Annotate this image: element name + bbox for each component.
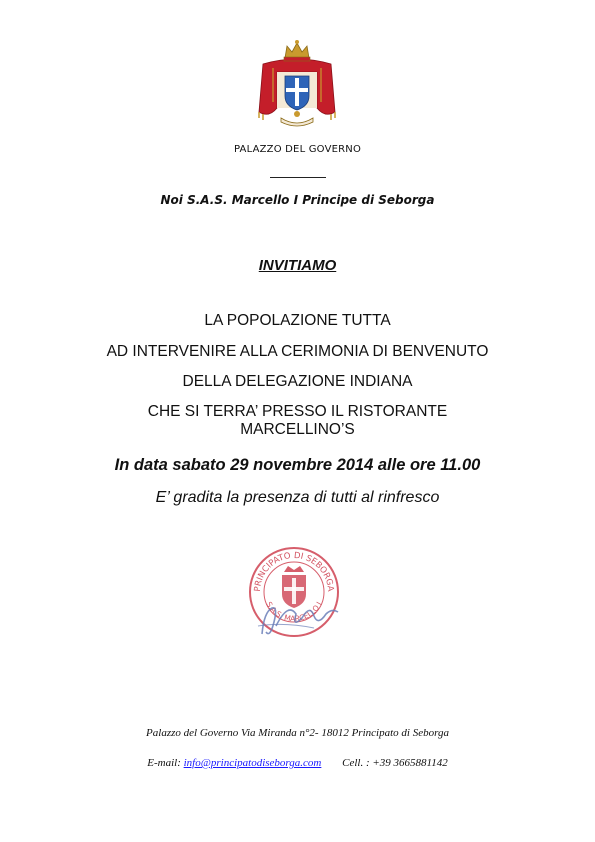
email-label: E-mail: xyxy=(147,757,181,769)
body-line: CHE SI TERRA’ PRESSO IL RISTORANTE xyxy=(147,403,448,420)
issuer-line: Noi S.A.S. Marcello I Principe di Seborga xyxy=(160,193,435,207)
body-line: DELLA DELEGAZIONE INDIANA xyxy=(182,373,413,390)
official-seal-stamp-icon xyxy=(244,542,344,642)
footer-address: Palazzo del Governo Via Miranda n°2- 18012 Principato di Seborga xyxy=(146,727,449,739)
closing-line: E’ gradita la presenza di tutti al rinfresco xyxy=(155,489,440,506)
footer-contacts xyxy=(0,757,595,769)
seal-ring-bottom-text: S.A.S. MARCELLO I xyxy=(264,600,324,624)
email-link[interactable]: info@principatodiseborga.com xyxy=(183,757,322,769)
event-date: In data sabato 29 novembre 2014 alle ore 11.00 xyxy=(114,456,481,474)
office-heading: PALAZZO DEL GOVERNO xyxy=(233,144,362,155)
seal-ring-top-text: PRINCIPATO DI SEBORGA xyxy=(252,550,336,592)
body-line: MARCELLINO’S xyxy=(240,421,355,438)
body-line: LA POPOLAZIONE TUTTA xyxy=(204,312,391,329)
divider xyxy=(270,177,326,178)
coat-of-arms-icon xyxy=(255,38,339,130)
phone-number: Cell. : +39 3665881142 xyxy=(342,757,448,769)
invitation-title: INVITIAMO xyxy=(258,257,337,274)
body-line: AD INTERVENIRE ALLA CERIMONIA DI BENVENUTO xyxy=(106,343,489,360)
